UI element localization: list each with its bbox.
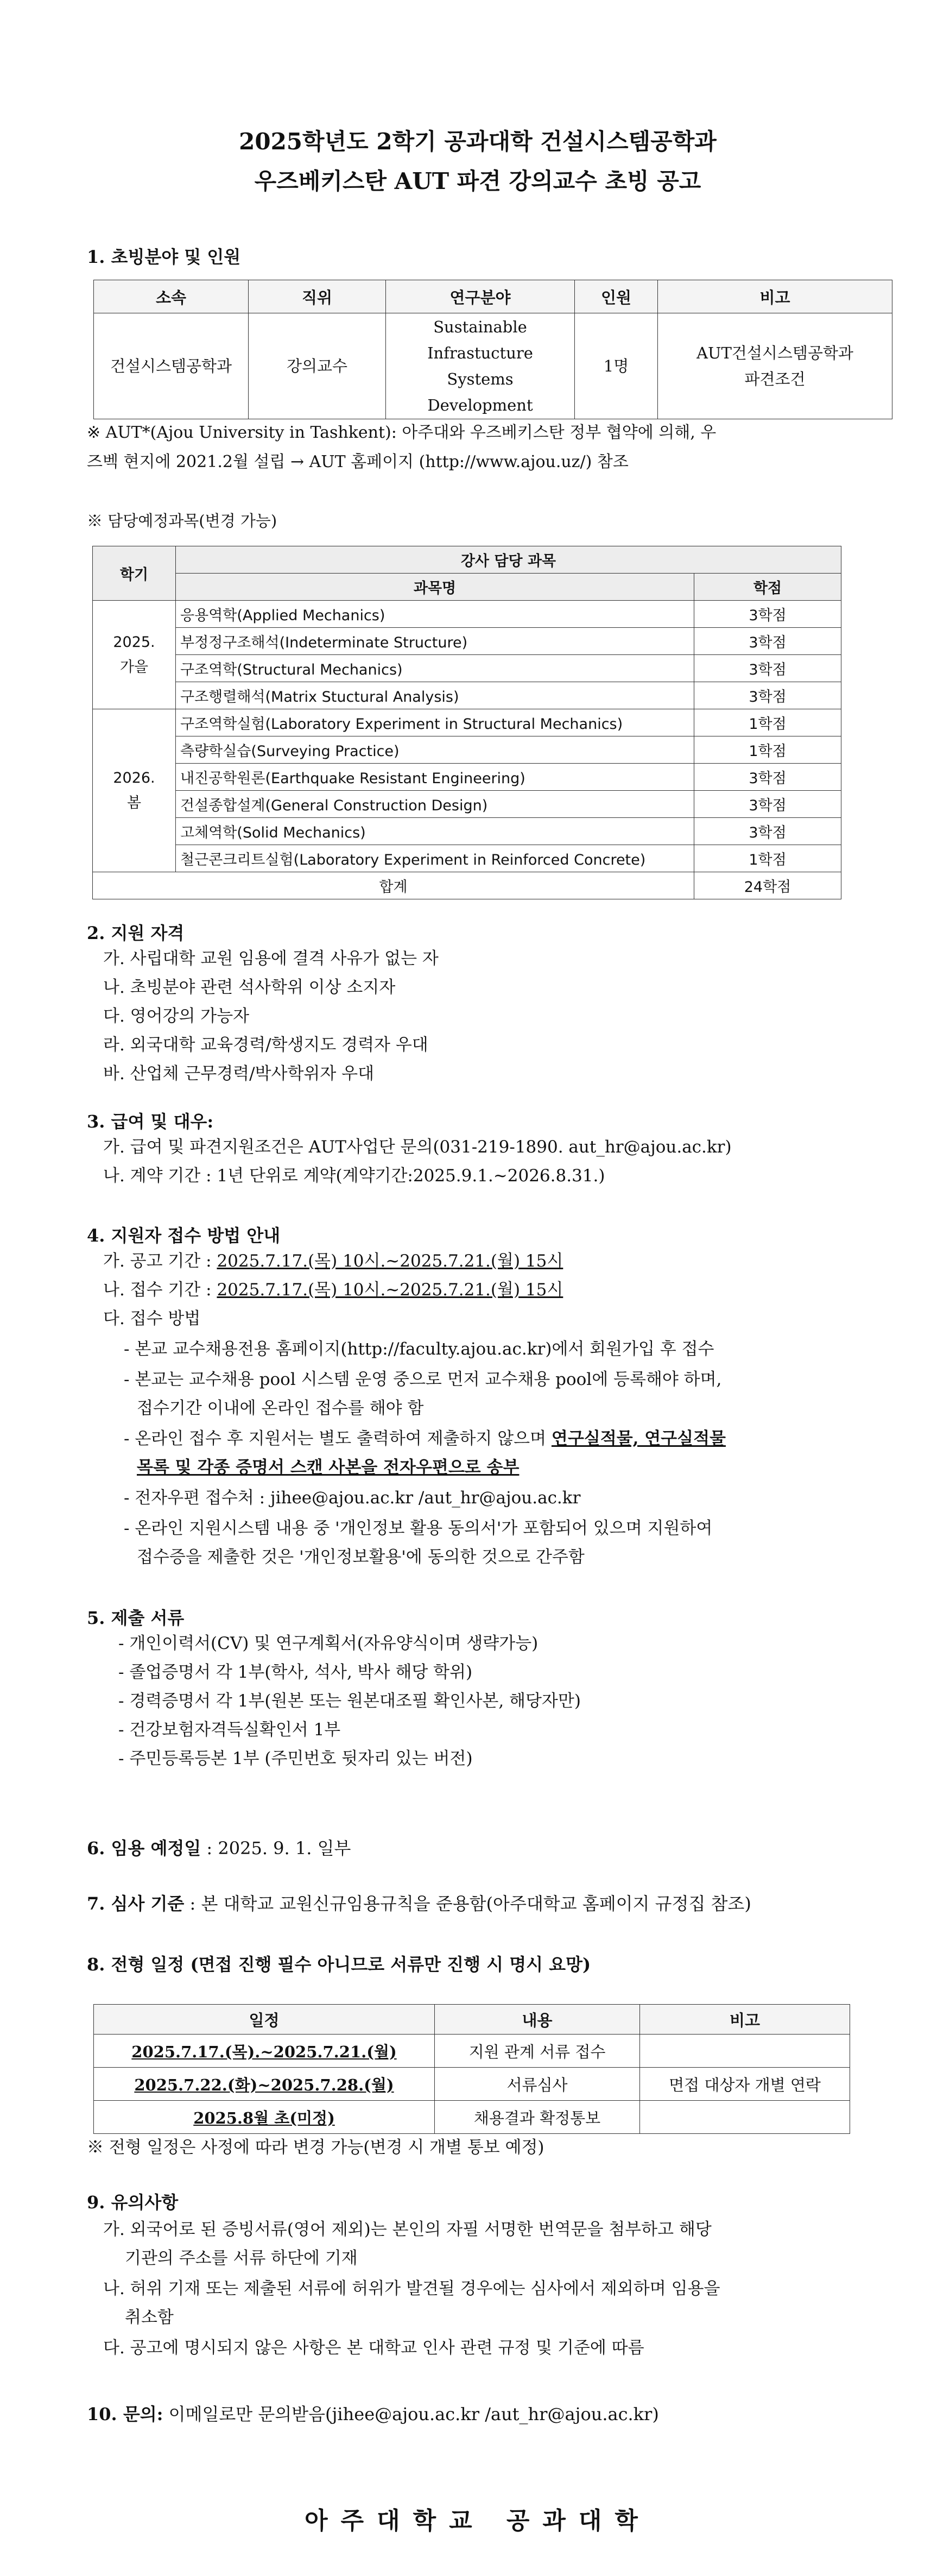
semester-fall xyxy=(93,601,176,709)
col-header-content: 내용 xyxy=(435,2005,640,2035)
caution-item: 나. 허위 기재 또는 제출된 서류에 허위가 발견될 경우에는 심사에서 제외하며 임용을 xyxy=(103,2279,720,2298)
table-header-row xyxy=(94,280,892,313)
remark-line: 파견조건 xyxy=(744,370,806,388)
qualification-item: 라. 외국대학 교육경력/학생지도 경력자 우대 xyxy=(103,1035,428,1055)
courses-table xyxy=(92,546,841,899)
aut-note-line1: ※ AUT*(Ajou University in Tashkent): 아주대와 우즈베키스탄 정부 협약에 의해, 우 xyxy=(87,423,717,442)
schedule-date: 2025.8월 초(미정) xyxy=(94,2101,435,2134)
schedule-remark xyxy=(640,2101,850,2134)
cell-position: 강의교수 xyxy=(249,313,386,419)
schedule-content: 채용결과 확정통보 xyxy=(435,2101,640,2134)
remark-line: AUT건설시스템공학과 xyxy=(696,344,853,362)
document-item: - 주민등록등본 1부 (주민번호 뒷자리 있는 버전) xyxy=(118,1749,473,1768)
subjects-note: ※ 담당예정과목(변경 가능) xyxy=(87,512,277,530)
table-row xyxy=(93,655,841,682)
caution-item-cont: 취소함 xyxy=(125,2308,174,2327)
section-9-heading: 9. 유의사항 xyxy=(87,2192,179,2213)
course-name: 고체역학(Solid Mechanics) xyxy=(176,818,694,845)
semester-year: 2025. xyxy=(113,633,155,651)
col-header-semester: 학기 xyxy=(93,546,176,601)
method-item-cont xyxy=(137,1456,519,1479)
document-item: - 졸업증명서 각 1부(학사, 석사, 박사 해당 학위) xyxy=(118,1662,473,1682)
table-row xyxy=(94,2068,850,2101)
document-title-line2: 우즈베키스탄 AUT 파견 강의교수 초빙 공고 xyxy=(254,168,701,194)
caution-item-cont: 기관의 주소를 서류 하단에 기재 xyxy=(125,2249,358,2268)
course-name: 내진공학원론(Earthquake Resistant Engineering) xyxy=(176,764,694,791)
total-value: 24학점 xyxy=(694,872,841,899)
method-item: - 본교 교수채용전용 홈페이지(http://faculty.ajou.ac.kr)에서 회원가입 후 접수 xyxy=(124,1339,714,1359)
table-row xyxy=(93,845,841,872)
section-7-line xyxy=(87,1890,751,1915)
announce-period-value: 2025.7.17.(목) 10시.~2025.7.21.(월) 15시 xyxy=(217,1251,563,1271)
course-credit: 3학점 xyxy=(694,628,841,655)
method-emphasis: 연구실적물, 연구실적물 xyxy=(551,1429,726,1448)
table-row xyxy=(93,818,841,845)
method-item-cont: 접수증을 제출한 것은 '개인정보활용'에 동의한 것으로 간주함 xyxy=(137,1547,585,1567)
document-item: - 건강보험자격득실확인서 1부 xyxy=(118,1720,341,1740)
qualification-item: 다. 영어강의 가능자 xyxy=(103,1006,250,1026)
table-row xyxy=(94,2101,850,2134)
method-item: - 온라인 지원시스템 내용 중 '개인정보 활용 동의서'가 포함되어 있으며 지원하여 xyxy=(124,1519,713,1538)
salary-item: 가. 급여 및 파견지원조건은 AUT사업단 문의(031-219-1890. aut_hr@ajou.ac.kr) xyxy=(103,1137,732,1157)
course-credit: 1학점 xyxy=(694,709,841,736)
col-header-dept: 소속 xyxy=(94,280,249,313)
receipt-period-value: 2025.7.17.(목) 10시.~2025.7.21.(월) 15시 xyxy=(217,1280,563,1300)
table-row xyxy=(93,736,841,764)
receipt-period xyxy=(103,1278,563,1302)
schedule-note: ※ 전형 일정은 사정에 따라 변경 가능(변경 시 개별 통보 예정) xyxy=(87,2138,544,2157)
cell-remark xyxy=(658,313,892,419)
col-header-group: 강사 담당 과목 xyxy=(176,546,841,574)
col-header-count: 인원 xyxy=(575,280,658,313)
section-6-heading: 6. 임용 예정일 xyxy=(87,1838,201,1859)
section-10-heading: 10. 문의: xyxy=(87,2404,163,2424)
course-name: 구조역학실험(Laboratory Experiment in Structural Mechanics) xyxy=(176,709,694,736)
semester-season: 가을 xyxy=(119,658,149,676)
footer-institution: 아주대학교 공과대학 xyxy=(305,2507,651,2535)
qualification-item: 나. 초빙분야 관련 석사학위 이상 소지자 xyxy=(103,978,396,997)
method-item-cont: 접수기간 이내에 온라인 접수를 해야 함 xyxy=(137,1399,424,1418)
course-credit: 1학점 xyxy=(694,845,841,872)
cell-dept: 건설시스템공학과 xyxy=(94,313,249,419)
section-2-heading: 2. 지원 자격 xyxy=(87,923,185,943)
section-6-value: : 2025. 9. 1. 일부 xyxy=(201,1838,351,1859)
col-header-position: 직위 xyxy=(249,280,386,313)
method-text: - 온라인 접수 후 지원서는 별도 출력하여 제출하지 않으며 xyxy=(124,1429,552,1448)
receipt-method: 다. 접수 방법 xyxy=(103,1309,201,1328)
section-7-heading: 7. 심사 기준 xyxy=(87,1893,185,1914)
document-item: - 개인이력서(CV) 및 연구계획서(자유양식이며 생략가능) xyxy=(118,1634,539,1653)
table-header-row xyxy=(93,574,841,601)
cell-count: 1명 xyxy=(575,313,658,419)
document-title-line1: 2025학년도 2학기 공과대학 건설시스템공학과 xyxy=(239,128,717,155)
col-header-date: 일정 xyxy=(94,2005,435,2035)
table-row xyxy=(93,628,841,655)
table-row xyxy=(93,601,841,628)
schedule-table xyxy=(93,2004,850,2134)
schedule-remark: 면접 대상자 개별 연락 xyxy=(640,2068,850,2101)
course-credit: 3학점 xyxy=(694,764,841,791)
table-total-row xyxy=(93,872,841,899)
course-name: 건설종합설계(General Construction Design) xyxy=(176,791,694,818)
method-item-email: - 전자우편 접수처 : jihee@ajou.ac.kr /aut_hr@ajou.ac.kr xyxy=(124,1488,581,1508)
section-10-value: 이메일로만 문의받음(jihee@ajou.ac.kr /aut_hr@ajou.ac.kr) xyxy=(163,2404,659,2424)
col-header-remark: 비고 xyxy=(658,280,892,313)
col-header-remark: 비고 xyxy=(640,2005,850,2035)
schedule-remark xyxy=(640,2035,850,2068)
schedule-content: 지원 관계 서류 접수 xyxy=(435,2035,640,2068)
course-name: 철근콘크리트실험(Laboratory Experiment in Reinforced Concrete) xyxy=(176,845,694,872)
total-label: 합계 xyxy=(93,872,694,899)
course-credit: 3학점 xyxy=(694,601,841,628)
caution-item: 가. 외국어로 된 증빙서류(영어 제외)는 본인의 자필 서명한 번역문을 첨부하고 해당 xyxy=(103,2220,712,2239)
section-3-heading: 3. 급여 및 대우: xyxy=(87,1111,214,1132)
field-line: Systems xyxy=(447,370,514,388)
method-item xyxy=(124,1427,726,1451)
schedule-content: 서류심사 xyxy=(435,2068,640,2101)
recruitment-table xyxy=(93,280,892,419)
section-1-heading: 1. 초빙분야 및 인원 xyxy=(87,247,241,267)
table-row xyxy=(93,682,841,709)
schedule-date: 2025.7.17.(목).~2025.7.21.(월) xyxy=(94,2035,435,2068)
schedule-date: 2025.7.22.(화)~2025.7.28.(월) xyxy=(94,2068,435,2101)
aut-note-line2: 즈벡 현지에 2021.2월 설립 → AUT 홈페이지 (http://www.ajou.uz/) 참조 xyxy=(87,452,629,471)
course-credit: 3학점 xyxy=(694,818,841,845)
col-header-field: 연구분야 xyxy=(386,280,575,313)
field-line: Development xyxy=(427,396,533,414)
course-name: 부정정구조해석(Indeterminate Structure) xyxy=(176,628,694,655)
section-8-heading: 8. 전형 일정 (면접 진행 필수 아니므로 서류만 진행 시 명시 요망) xyxy=(87,1954,591,1975)
announce-period xyxy=(103,1249,563,1273)
table-header-row xyxy=(94,2005,850,2035)
table-row xyxy=(93,709,841,736)
caution-item: 다. 공고에 명시되지 않은 사항은 본 대학교 인사 관련 규정 및 기준에 따름 xyxy=(103,2338,644,2358)
qualification-item: 가. 사립대학 교원 임용에 결격 사유가 없는 자 xyxy=(103,949,439,968)
method-item: - 본교는 교수채용 pool 시스템 운영 중으로 먼저 교수채용 pool에 등록해야 하며, xyxy=(124,1370,722,1389)
announce-period-label: 가. 공고 기간 : xyxy=(103,1251,217,1271)
section-7-value: : 본 대학교 교원신규임용규칙을 준용함(아주대학교 홈페이지 규정집 참조) xyxy=(184,1893,751,1914)
field-line: Infrastucture xyxy=(427,344,533,362)
section-4-heading: 4. 지원자 접수 방법 안내 xyxy=(87,1225,281,1246)
section-10-line xyxy=(87,2401,659,2426)
semester-year: 2026. xyxy=(113,769,155,786)
receipt-period-label: 나. 접수 기간 : xyxy=(103,1280,217,1300)
document-item: - 경력증명서 각 1부(원본 또는 원본대조필 확인사본, 해당자만) xyxy=(118,1691,581,1711)
section-5-heading: 5. 제출 서류 xyxy=(87,1608,185,1628)
field-line: Sustainable xyxy=(433,318,527,336)
course-credit: 1학점 xyxy=(694,736,841,764)
table-row xyxy=(93,764,841,791)
table-row xyxy=(93,791,841,818)
semester-season: 봄 xyxy=(126,794,142,811)
table-row xyxy=(94,313,892,419)
course-credit: 3학점 xyxy=(694,655,841,682)
semester-spring xyxy=(93,709,176,872)
col-header-course-name: 과목명 xyxy=(176,574,694,601)
course-name: 응용역학(Applied Mechanics) xyxy=(176,601,694,628)
qualification-item: 바. 산업체 근무경력/박사학위자 우대 xyxy=(103,1064,375,1084)
table-row xyxy=(94,2035,850,2068)
course-name: 구조행렬해석(Matrix Stuctural Analysis) xyxy=(176,682,694,709)
table-header-row xyxy=(93,546,841,574)
course-name: 구조역학(Structural Mechanics) xyxy=(176,655,694,682)
col-header-credit: 학점 xyxy=(694,574,841,601)
course-credit: 3학점 xyxy=(694,791,841,818)
salary-item: 나. 계약 기간 : 1년 단위로 계약(계약기간:2025.9.1.~2026.8.31.) xyxy=(103,1166,605,1186)
course-credit: 3학점 xyxy=(694,682,841,709)
section-6-line xyxy=(87,1835,351,1860)
cell-field xyxy=(386,313,575,419)
course-name: 측량학실습(Surveying Practice) xyxy=(176,736,694,764)
method-emphasis: 목록 및 각종 증명서 스캔 사본을 전자우편으로 송부 xyxy=(137,1458,520,1477)
